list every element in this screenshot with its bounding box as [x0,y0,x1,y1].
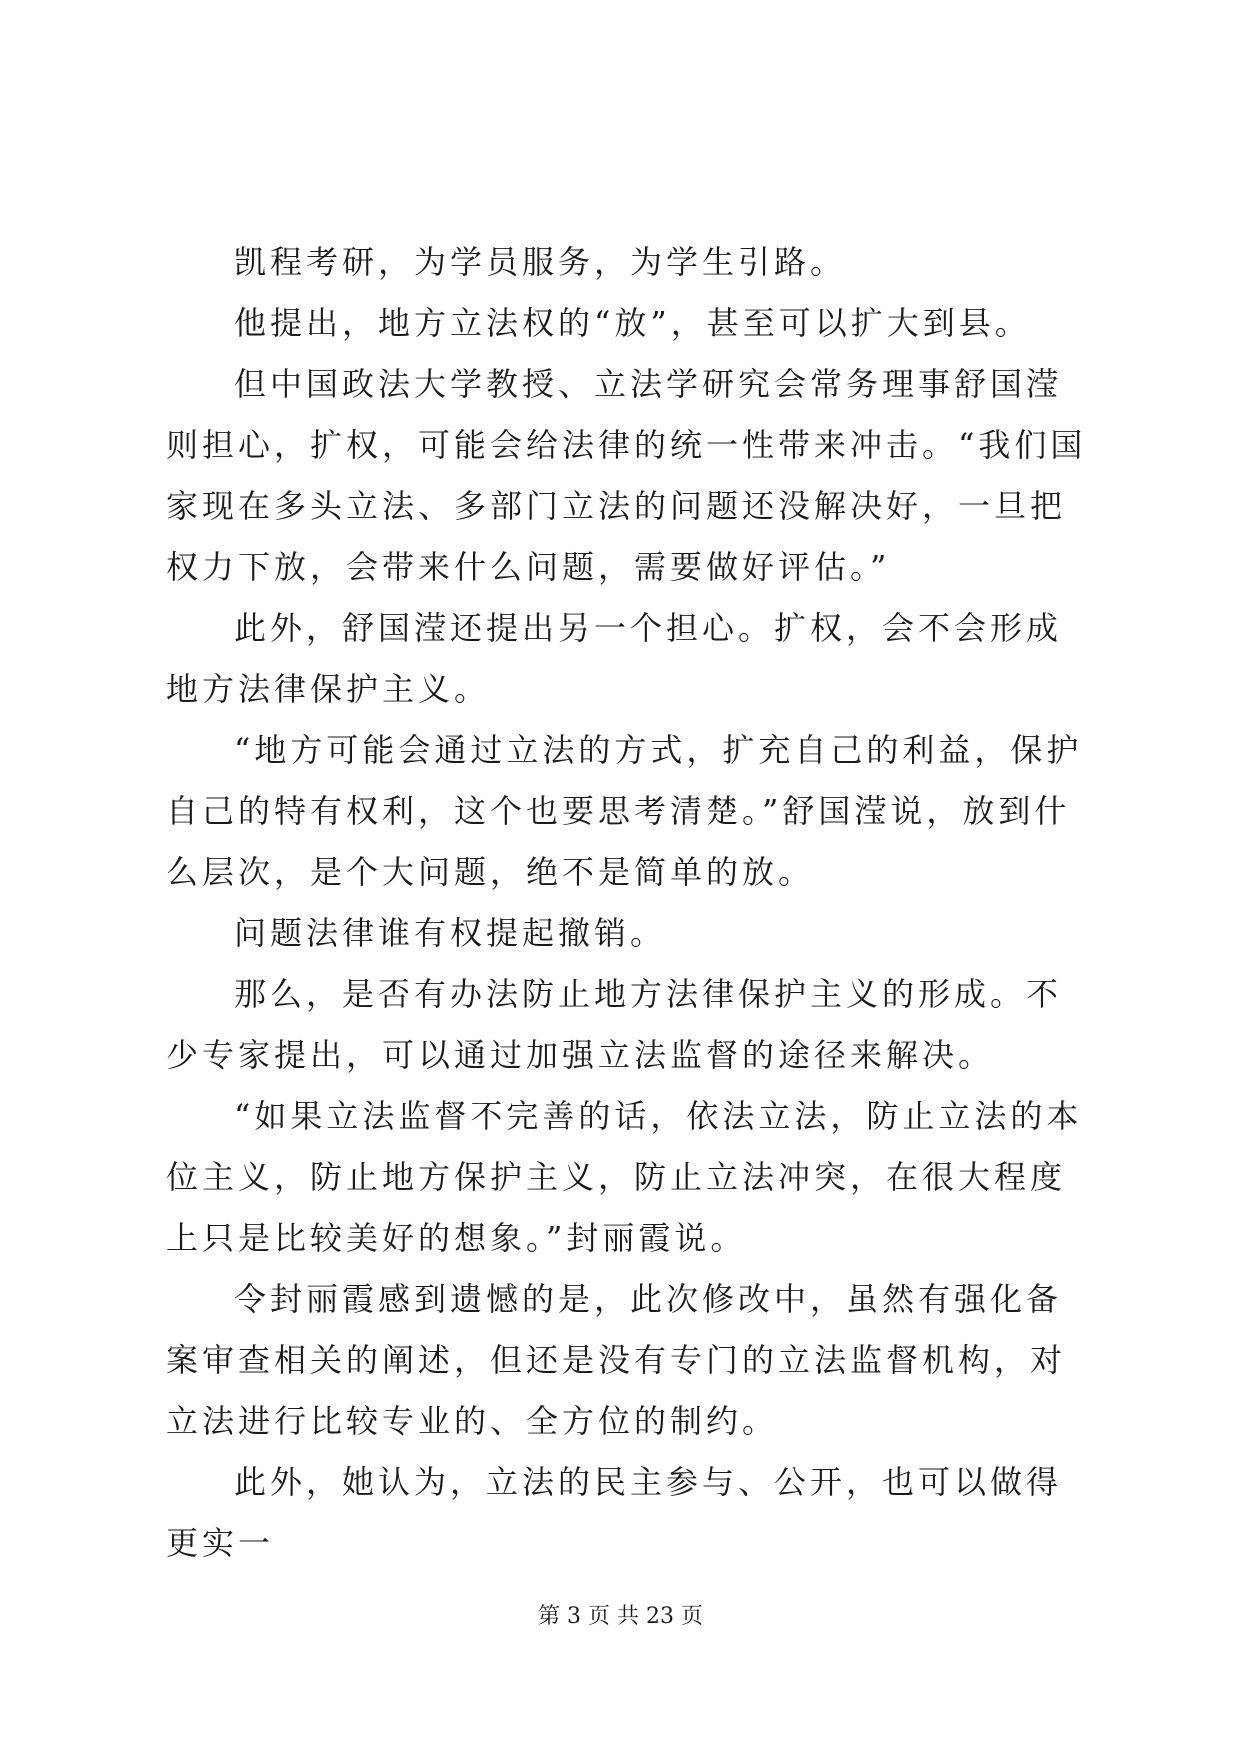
paragraph-4: 此外，舒国滢还提出另一个担心。扩权，会不会形成地方法律保护主义。 [166,609,1063,708]
paragraph-5: “地方可能会通过立法的方式，扩充自己的利益，保护自己的特有权利，这个也要思考清楚。”舒国滢说，放到什么层次，是个大问题，绝不是简单的放。 [166,731,1083,891]
paragraph-3: 但中国政法大学教授、立法学研究会常务理事舒国滢则担心，扩权，可能会给法律的统一性带来冲击。“我们国家现在多头立法、多部门立法的问题还没解决好，一旦把权力下放，会带来什么问题，需要做好评估。” [166,365,1087,586]
paragraph-7: 那么，是否有办法防止地方法律保护主义的形成。不少专家提出，可以通过加强立法监督的途径来解决。 [166,975,1063,1074]
paragraph-8: “如果立法监督不完善的话，依法立法，防止立法的本位主义，防止地方保护主义，防止立法冲突，在很大程度上只是比较美好的想象。”封丽霞说。 [166,1097,1083,1257]
page-number-footer: 第 3 页 共 23 页 [538,1604,703,1629]
paragraph-1: 凯程考研，为学员服务，为学生引路。 [234,243,847,281]
body-text [166,232,1096,1574]
paragraph-10: 此外，她认为，立法的民主参与、公开，也可以做得更实一 [166,1463,1063,1562]
paragraph-9: 令封丽霞感到遗憾的是，此次修改中，虽然有强化备案审查相关的阐述，但还是没有专门的立法监督机构，对立法进行比较专业的、全方位的制约。 [166,1280,1067,1440]
paragraph-2: 他提出，地方立法权的“放”，甚至可以扩大到县。 [234,304,1031,342]
paragraph-6: 问题法律谁有权提起撤销。 [234,914,667,952]
